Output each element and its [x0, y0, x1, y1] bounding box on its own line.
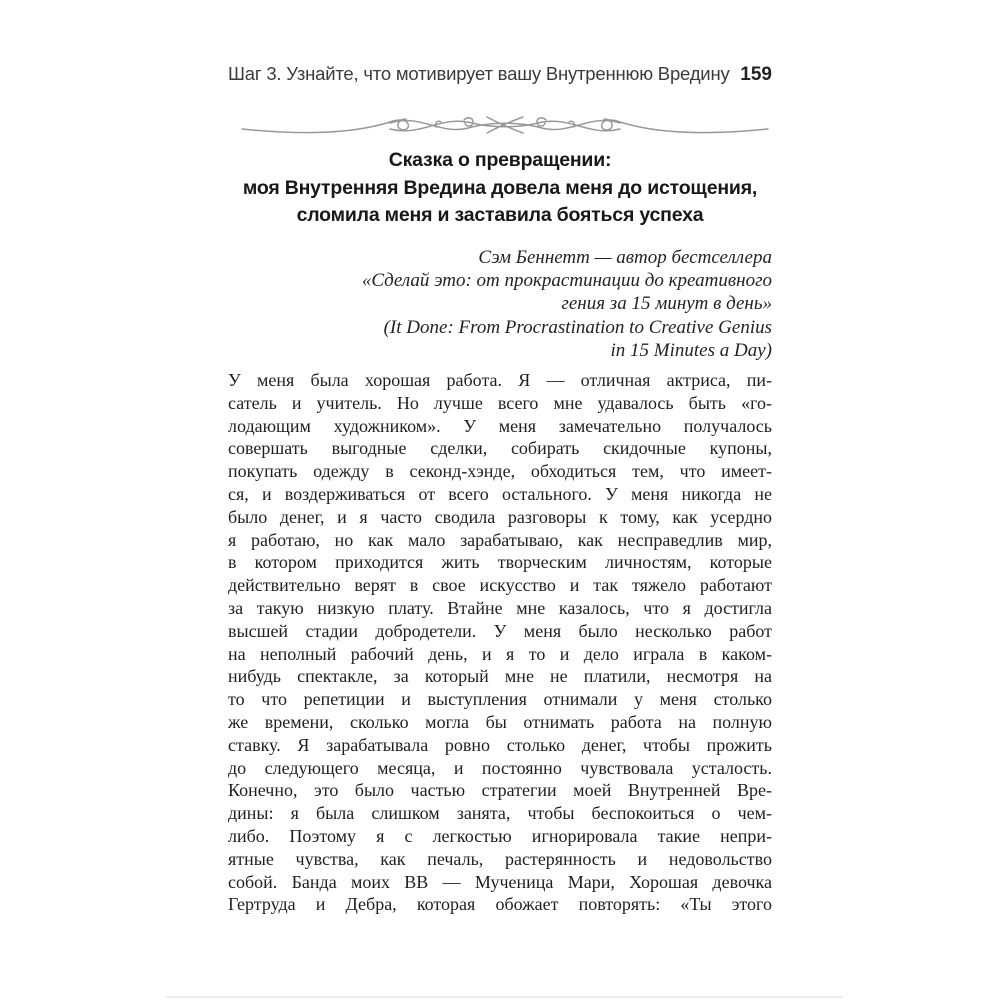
- text-line: до следующего месяца, и постоянно чувствовала усталость.: [228, 757, 772, 778]
- text-line: я работаю, но как мало зарабатываю, как несправедлив мир,: [228, 529, 772, 550]
- text-line: in 15 Minutes a Day): [610, 339, 772, 361]
- text-line: У меня была хорошая работа. Я — отличная актриса, пи-: [228, 370, 772, 390]
- text-line: Конечно, это было частью стратегии моей Внутренней Вре-: [228, 780, 772, 801]
- text-line: нибудь спектакле, за который мне не платили, несмотря на: [228, 666, 772, 687]
- page-bottom-edge: [166, 996, 843, 998]
- text-line: «Сделай это: от прокрастинации до креативного: [361, 270, 772, 292]
- text-line: покупать одежду в секонд-хэнде, обходиться тем, что имеет-: [228, 461, 772, 482]
- text-line: высшей стадии добродетели. У меня было несколько работ: [228, 620, 772, 641]
- text-line: то что репетиции и выступления отнимали у меня столько: [228, 689, 772, 710]
- text-line: ятные чувства, как печаль, растерянность и недовольство: [228, 848, 772, 869]
- text-line: ся, и воздерживаться от всего остального. У меня никогда не: [228, 483, 772, 504]
- chapter-heading: [228, 147, 772, 230]
- text-line: Сказка о превращении:: [388, 149, 612, 171]
- attribution-quote: [228, 246, 772, 362]
- text-line: дины: я была слишком занята, чтобы беспокоиться о чем-: [228, 803, 772, 824]
- text-line: действительно верят в свое искусство и так тяжело работают: [228, 575, 772, 596]
- text-line: гения за 15 минут в день»: [561, 293, 772, 315]
- text-line: Гертруда и Дебра, которая обожает повторять: «Ты этого: [228, 894, 772, 915]
- text-line: собой. Банда моих ВВ — Мученица Мари, Хорошая девочка: [228, 871, 772, 892]
- text-line: Сэм Беннетт — автор бестселлера: [478, 247, 772, 268]
- text-line: сломила меня и заставила бояться успеха: [296, 204, 704, 226]
- text-line: было денег, и я часто сводила разговоры к тому, как усердно: [228, 506, 772, 527]
- text-line: ставку. Я зарабатывала ровно столько денег, чтобы прожить: [228, 734, 772, 755]
- text-line: в котором приходится жить творческим личностям, которые: [228, 552, 772, 573]
- flourish-divider-icon: [240, 106, 770, 148]
- text-line: сатель и учитель. Но лучше всего мне удавалось быть «го-: [228, 392, 772, 413]
- running-header: [228, 63, 772, 86]
- text-line: совершать выгодные сделки, собирать скидочные купоны,: [228, 438, 772, 459]
- text-line: же времени, сколько могла бы отнимать работа на полную: [228, 711, 772, 732]
- page-number: 159: [740, 64, 772, 85]
- running-header-title: Шаг 3. Узнайте, что мотивирует вашу Внутреннюю Вредину: [228, 63, 730, 84]
- text-line: либо. Поэтому я с легкостью игнорировала такие непри-: [228, 825, 772, 846]
- body-text: [228, 369, 772, 916]
- text-line: моя Внутренняя Вредина довела меня до истощения,: [242, 176, 758, 199]
- text-line: (It Done: From Procrastination to Creative Genius: [383, 316, 772, 338]
- text-line: за такую низкую плату. Втайне мне казалось, что я достигла: [228, 597, 772, 618]
- text-line: лодающим художником». У меня замечательно получалось: [228, 415, 772, 436]
- text-line: на неполный рабочий день, и я то и дело играла в каком-: [228, 643, 772, 664]
